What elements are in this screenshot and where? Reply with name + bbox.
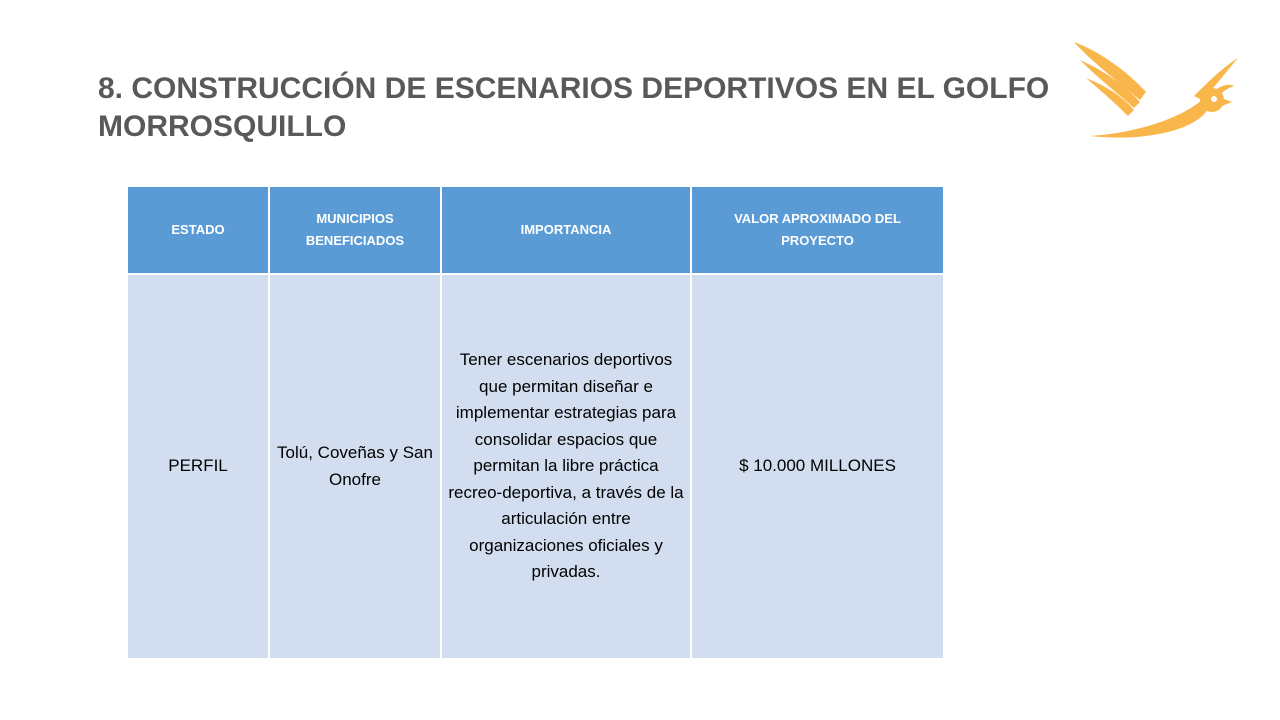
cell-municipios: Tolú, Coveñas y San Onofre — [269, 274, 441, 659]
header-municipios: MUNICIPIOS BENEFICIADOS — [269, 186, 441, 274]
slide-title: 8. CONSTRUCCIÓN DE ESCENARIOS DEPORTIVOS EN EL GOLFO MORROSQUILLO — [98, 72, 1050, 143]
header-estado: ESTADO — [127, 186, 269, 274]
table-row — [127, 274, 944, 659]
project-table — [126, 185, 945, 660]
project-table-wrap — [126, 185, 943, 660]
cell-estado: PERFIL — [127, 274, 269, 659]
header-valor: VALOR APROXIMADO DEL PROYECTO — [691, 186, 944, 274]
cell-valor: $ 10.000 MILLONES — [691, 274, 944, 659]
header-importancia: IMPORTANCIA — [441, 186, 691, 274]
bird-logo-icon — [1066, 38, 1242, 142]
cell-importancia: Tener escenarios deportivos que permitan diseñar e implementar estrategias para consolidar espacios que permitan la libre práctica recreo-deportiva, a través de la articulación entre organizaciones oficiales y privadas. — [441, 274, 691, 659]
table-header-row — [127, 186, 944, 274]
